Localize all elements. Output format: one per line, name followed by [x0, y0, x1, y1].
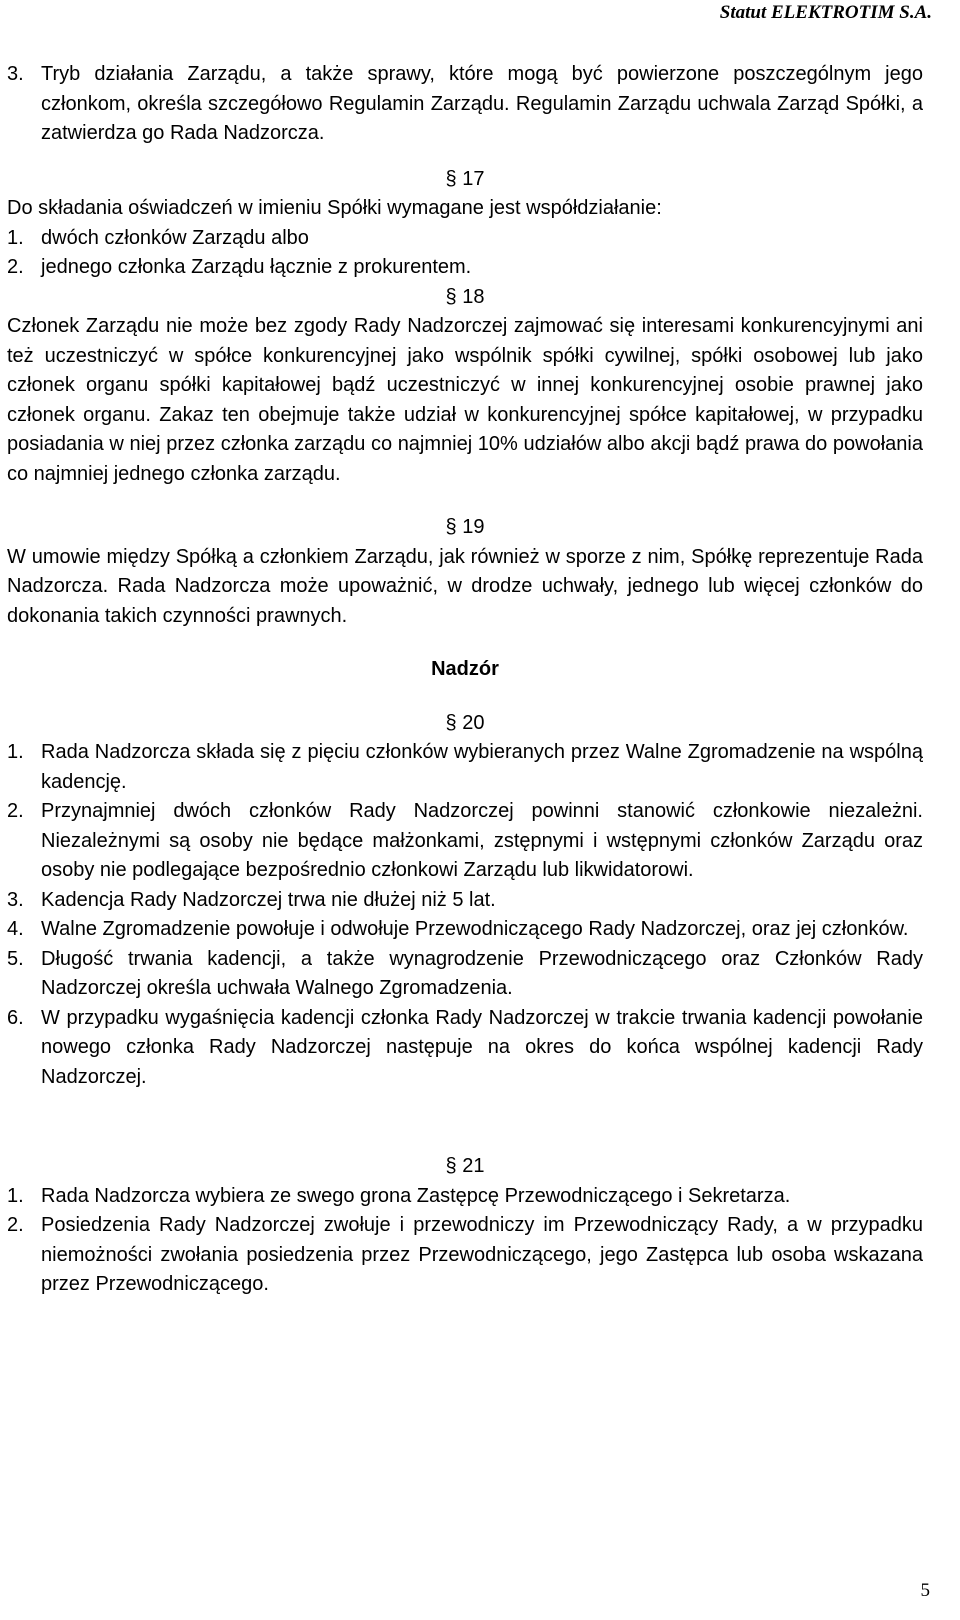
section-17-title: § 17 [445, 167, 485, 190]
section-19-text: W umowie między Spółką a członkiem Zarządu, jak również w sporze z nim, Spółkę reprezentuje Rada Nadzorcza. Rada Nadzorcza może upoważnić, w drodze uchwały, jednego lub więcej członków do dokonania takich czynności prawnych. [7, 545, 923, 627]
section-17-intro: Do składania oświadczeń w imieniu Spółki wymagane jest współdziałanie: [7, 197, 662, 219]
section-18-title: § 18 [445, 285, 485, 308]
list-item [7, 1211, 923, 1300]
item-text: Tryb działania Zarządu, a także sprawy, które mogą być powierzone poszczególnym jego członkom, określa szczegółowo Regulamin Zarządu. Regulamin Zarządu uchwala Zarząd Spółki, a zatwierdza go Rada Nadzorcza. [41, 63, 923, 144]
list-item [7, 945, 923, 1004]
section-19-title: § 19 [445, 516, 485, 538]
section-20-title: § 20 [445, 711, 485, 734]
item-text: Rada Nadzorcza wybiera ze swego grona Zastępcę Przewodniczącego i Sekretarza. [41, 1184, 791, 1207]
section-21-title: § 21 [445, 1155, 485, 1177]
paragraph-3 [7, 60, 923, 149]
list-item [7, 738, 923, 797]
item-text: jednego członka Zarządu łącznie z prokurentem. [41, 256, 472, 278]
item-number: 4. [7, 918, 24, 940]
list-item [7, 224, 923, 254]
item-text: dwóch członków Zarządu albo [41, 226, 309, 249]
item-number: 1. [7, 741, 24, 763]
item-number: 5. [7, 947, 24, 970]
item-text: Posiedzenia Rady Nadzorczej zwołuje i przewodniczy im Przewodniczący Rady, a w przypadku niemożności zwołania posiedzenia przez Przewodniczącego, jego Zastępca lub osoba wskazana przez Przewodniczącego. [41, 1214, 923, 1295]
item-number: 3. [7, 63, 24, 85]
item-text: W przypadku wygaśnięcia kadencji członka Rady Nadzorczej w trakcie trwania kadencji powołanie nowego członka Rady Nadzorczej następuje na okres do końca wspólnej kadencji Rady Nadzorczej. [41, 1006, 923, 1088]
item-number: 3. [7, 888, 24, 911]
section-18-text: Członek Zarządu nie może bez zgody Rady Nadzorczej zajmować się interesami konkurencyjnymi ani też uczestniczyć w spółce konkurencyjnej jako wspólnik spółki cywilnej, spółki osobowej lub jako członek organu spółki kapitałowej bądź uczestniczyć w innej konkurencyjnej osobie prawnej jako członek organu. Zakaz ten obejmuje także udział w konkurencyjnej spółce kapitałowej, w przypadku posiadania w niej przez członka zarządu co najmniej 10% udziałów albo akcji bądź prawa do powołania co najmniej jednego członka zarządu. [7, 315, 923, 485]
item-number: 2. [7, 800, 24, 822]
item-number: 1. [7, 1184, 24, 1207]
item-text: Kadencja Rady Nadzorczej trwa nie dłużej niż 5 lat. [41, 888, 496, 911]
list-item [7, 253, 923, 283]
list-item [7, 915, 923, 945]
item-number: 1. [7, 226, 24, 249]
list-item [7, 1004, 923, 1093]
item-number: 2. [7, 256, 24, 278]
list-item [7, 886, 923, 916]
page-number: 5 [920, 1580, 930, 1601]
document-body [7, 60, 923, 1300]
heading-nadzor: Nadzór [431, 658, 499, 680]
item-number: 6. [7, 1006, 24, 1029]
item-number: 2. [7, 1214, 24, 1236]
item-text: Rada Nadzorcza składa się z pięciu członków wybieranych przez Walne Zgromadzenie na wspólną kadencję. [41, 741, 923, 793]
document-header: Statut ELEKTROTIM S.A. [719, 2, 932, 23]
list-item [7, 797, 923, 886]
item-text: Przynajmniej dwóch członków Rady Nadzorczej powinni stanowić członkowie niezależni. Niezależnymi są osoby nie będące małżonkami, zstępnymi i wstępnymi członków Zarządu oraz osoby nie podlegające bezpośrednio członkowi Zarządu lub likwidatorowi. [41, 800, 923, 881]
item-text: Walne Zgromadzenie powołuje i odwołuje Przewodniczącego Rady Nadzorczej, oraz jej członków. [41, 918, 909, 940]
list-item [7, 1182, 923, 1212]
item-text: Długość trwania kadencji, a także wynagrodzenie Przewodniczącego oraz Członków Rady Nadzorczej określa uchwała Walnego Zgromadzenia. [41, 947, 923, 999]
